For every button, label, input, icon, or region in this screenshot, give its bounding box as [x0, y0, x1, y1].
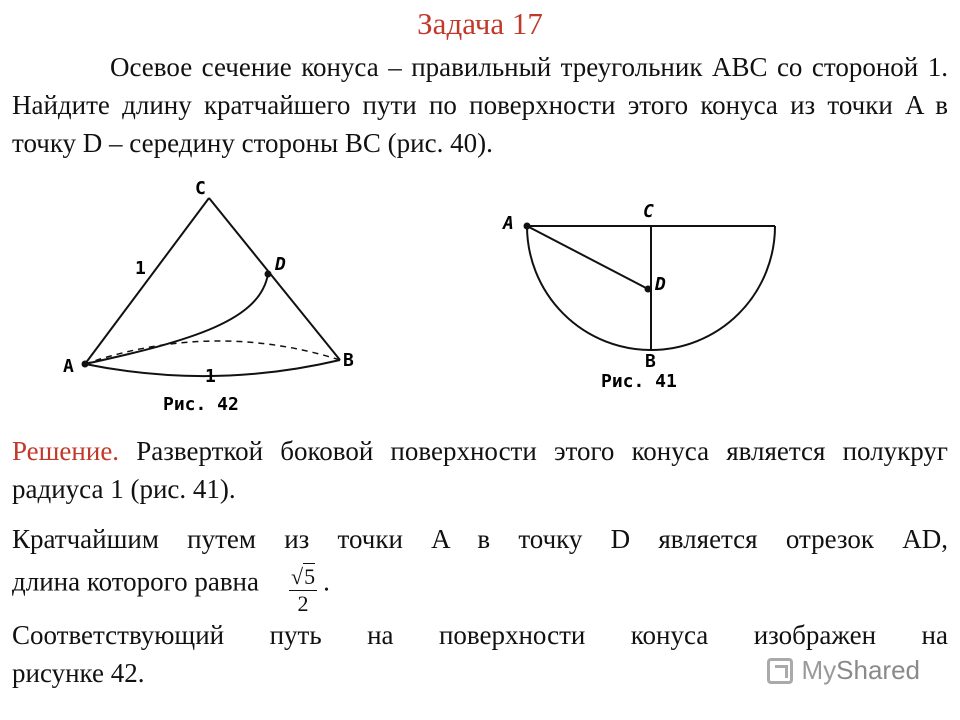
point-d	[265, 271, 272, 278]
figure-42-caption: Рис. 42	[163, 394, 239, 415]
base-length-label: 1	[205, 366, 216, 387]
label-d: D	[655, 274, 666, 295]
solution-paragraph-1	[12, 432, 948, 508]
solution-text-1: Разверткой боковой поверхности этого конуса является полукруг радиуса 1 (рис. 41).	[12, 436, 949, 504]
solution-text-3-line-2: рисунке 42.	[12, 658, 145, 688]
mysharedwatermark	[767, 655, 920, 686]
label-b: B	[645, 351, 656, 372]
point-a	[82, 361, 89, 368]
shortest-path-curve	[85, 274, 268, 364]
label-b: B	[343, 350, 354, 371]
share-icon	[767, 658, 793, 684]
solution-heading: Решение.	[12, 436, 120, 466]
cone-side-cb	[209, 198, 340, 360]
label-c: C	[195, 178, 206, 199]
solution-paragraph-2	[12, 520, 948, 616]
watermark-shared: Shared	[836, 655, 920, 685]
fraction-sqrt5-over-2	[289, 564, 317, 617]
solution-line-1	[12, 520, 948, 558]
label-c: C	[643, 201, 654, 222]
figure-42-cone	[55, 170, 375, 420]
label-a: A	[63, 356, 74, 377]
solution-text-2-end: .	[323, 566, 330, 597]
segment-ad	[527, 226, 648, 289]
figure-41-caption: Рис. 41	[601, 371, 677, 392]
cone-base-back	[85, 341, 340, 364]
solution-text-3-line-1: Соответствующий путь на поверхности конуса изображен на	[12, 620, 948, 650]
point-d	[645, 286, 652, 293]
solution-line-2	[12, 558, 948, 616]
point-a	[524, 223, 531, 230]
cone-side-ac	[85, 198, 209, 364]
figure-41-semicircle	[495, 195, 795, 395]
side-length-label: 1	[135, 258, 146, 279]
solution-text-2-line-2: длина которого равна	[12, 566, 259, 597]
label-d: D	[275, 254, 286, 275]
label-a: A	[503, 213, 514, 234]
watermark-my: My	[801, 655, 837, 685]
fraction-numerator: √5	[291, 564, 316, 589]
problem-text: Осевое сечение конуса – правильный треугольник ABC со стороной 1. Найдите длину кратчайшего пути по поверхности этого конуса из точки A в точку D – середину стороны BC (рис. 40).	[12, 52, 948, 158]
solution-text-2-line-1: Кратчайшим путем из точки A в точку D является отрезок AD,	[12, 524, 948, 554]
fraction-denominator: 2	[297, 591, 309, 616]
page-title: Задача 17	[417, 6, 543, 41]
